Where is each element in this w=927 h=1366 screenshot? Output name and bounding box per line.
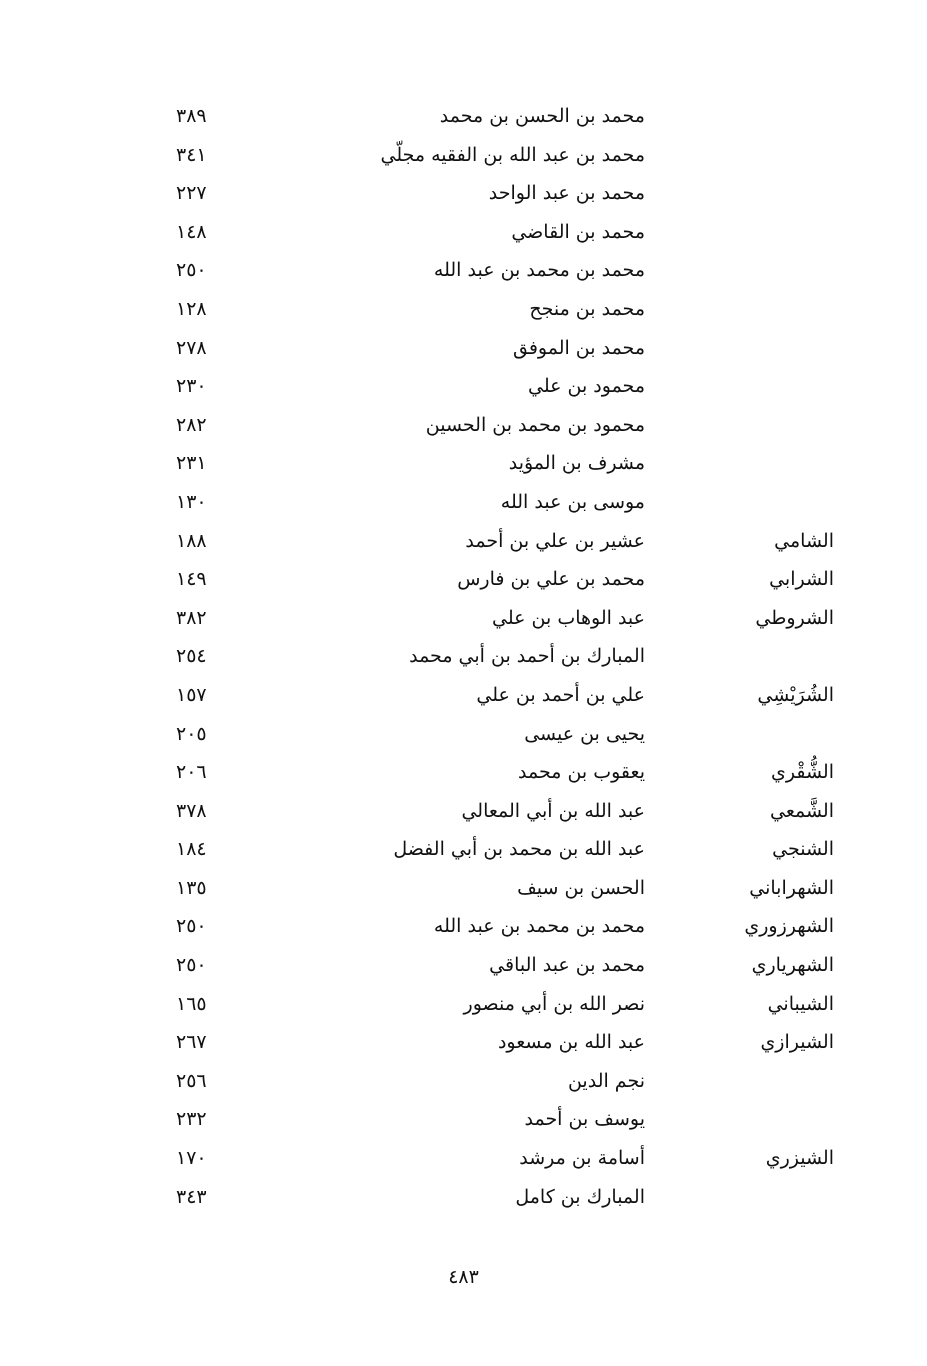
index-entry: [0, 526, 927, 565]
entry-person-name: محمد بن عبد الباقي: [489, 954, 645, 977]
entry-nisba: الشَّمعي: [769, 799, 834, 822]
name-index-list: [0, 101, 927, 1220]
entry-page-reference: ٢٥٠: [176, 259, 207, 282]
index-entry: [0, 873, 927, 912]
entry-page-reference: ١٦٥: [176, 992, 207, 1015]
index-entry: [0, 834, 927, 873]
entry-page-reference: ٢٣١: [176, 452, 207, 475]
index-entry: [0, 140, 927, 179]
entry-person-name: محمد بن عبد الواحد: [488, 182, 645, 205]
entry-person-name: محمد بن منجح: [529, 297, 645, 320]
entry-page-reference: ٢٠٦: [176, 761, 207, 784]
index-entry: [0, 371, 927, 410]
entry-page-reference: ١٧٠: [176, 1147, 207, 1170]
index-entry: [0, 333, 927, 372]
index-entry: [0, 1066, 927, 1105]
index-entry: [0, 564, 927, 603]
entry-person-name: نصر الله بن أبي منصور: [463, 992, 645, 1015]
entry-person-name: محمد بن محمد بن عبد الله: [433, 915, 645, 938]
index-entry: [0, 757, 927, 796]
entry-person-name: عبد الله بن أبي المعالي: [461, 799, 645, 822]
entry-page-reference: ١٣٠: [176, 490, 207, 513]
entry-person-name: محمد بن علي بن فارس: [457, 568, 645, 591]
entry-person-name: المبارك بن أحمد بن أبي محمد: [409, 645, 645, 668]
entry-nisba: الشهرزوري: [744, 915, 834, 938]
entry-person-name: عشير بن علي بن أحمد: [465, 529, 645, 552]
entry-person-name: محمود بن محمد بن الحسين: [425, 413, 645, 436]
index-entry: [0, 641, 927, 680]
entry-page-reference: ٢٢٧: [176, 182, 207, 205]
index-entry: [0, 1143, 927, 1182]
entry-page-reference: ٢٦٧: [176, 1031, 207, 1054]
entry-person-name: محمد بن القاضي: [511, 220, 645, 243]
entry-nisba: الشامي: [774, 529, 834, 552]
index-entry: [0, 1104, 927, 1143]
entry-person-name: أسامة بن مرشد: [519, 1147, 645, 1170]
entry-person-name: نجم الدين: [567, 1069, 645, 1092]
entry-page-reference: ١٨٨: [176, 529, 207, 552]
entry-nisba: الشيباني: [767, 992, 834, 1015]
entry-person-name: يوسف بن أحمد: [524, 1108, 645, 1131]
index-entry: [0, 1027, 927, 1066]
entry-person-name: عبد الوهاب بن علي: [492, 606, 645, 629]
entry-person-name: محمد بن عبد الله بن الفقيه مجلّي: [380, 143, 645, 166]
entry-page-reference: ٣٨٩: [176, 105, 207, 127]
entry-person-name: مشرف بن المؤيد: [508, 452, 645, 475]
entry-nisba: الشهرياري: [751, 954, 834, 977]
entry-page-reference: ٣٧٨: [176, 799, 207, 822]
entry-page-reference: ١٤٩: [176, 568, 207, 591]
index-entry: [0, 410, 927, 449]
entry-nisba: الشُّقْري: [771, 761, 834, 784]
entry-nisba: الشروطي: [755, 606, 834, 629]
index-entry: [0, 1182, 927, 1221]
index-entry: [0, 487, 927, 526]
entry-person-name: يحيى بن عيسى: [524, 722, 645, 745]
entry-page-reference: ٢٥٠: [176, 915, 207, 938]
index-entry: [0, 911, 927, 950]
entry-page-reference: ٢٣٢: [176, 1108, 207, 1131]
index-entry: [0, 178, 927, 217]
entry-person-name: محمد بن الحسن بن محمد: [439, 105, 645, 127]
entry-nisba: الشنجي: [772, 838, 834, 861]
entry-page-reference: ٢٠٥: [176, 722, 207, 745]
index-entry: [0, 294, 927, 333]
page-number: ٤٨٣: [448, 1266, 479, 1288]
entry-page-reference: ١٤٨: [176, 220, 207, 243]
index-entry: [0, 448, 927, 487]
entry-nisba: الشرابي: [769, 568, 834, 591]
entry-page-reference: ٢٥٠: [176, 954, 207, 977]
entry-page-reference: ٣٤١: [176, 143, 207, 166]
entry-person-name: محمد بن محمد بن عبد الله: [433, 259, 645, 282]
entry-person-name: الحسن بن سيف: [517, 876, 645, 899]
index-entry: [0, 217, 927, 256]
entry-page-reference: ١٣٥: [176, 876, 207, 899]
entry-page-reference: ٣٨٢: [176, 606, 207, 629]
index-entry: [0, 719, 927, 758]
index-entry: [0, 989, 927, 1028]
entry-person-name: محمد بن الموفق: [512, 336, 645, 359]
entry-person-name: عبد الله بن محمد بن أبي الفضل: [393, 838, 645, 861]
index-entry: [0, 101, 927, 140]
entry-page-reference: ١٨٤: [176, 838, 207, 861]
entry-nisba: الشهراباني: [749, 876, 834, 899]
entry-page-reference: ٢٧٨: [176, 336, 207, 359]
entry-person-name: محمود بن علي: [528, 375, 645, 398]
index-entry: [0, 255, 927, 294]
entry-nisba: الشيرازي: [760, 1031, 834, 1054]
index-entry: [0, 680, 927, 719]
entry-page-reference: ٢٨٢: [176, 413, 207, 436]
entry-person-name: علي بن أحمد بن علي: [476, 683, 645, 706]
entry-nisba: الشُرَيْشِي: [757, 683, 834, 706]
entry-nisba: الشيزري: [765, 1147, 834, 1170]
entry-page-reference: ١٥٧: [176, 683, 207, 706]
index-entry: [0, 603, 927, 642]
entry-person-name: عبد الله بن مسعود: [497, 1031, 645, 1054]
entry-page-reference: ٢٥٦: [176, 1069, 207, 1092]
index-entry: [0, 950, 927, 989]
entry-page-reference: ٢٥٤: [176, 645, 207, 668]
entry-person-name: يعقوب بن محمد: [518, 761, 645, 784]
entry-page-reference: ٣٤٣: [176, 1185, 207, 1208]
entry-person-name: المبارك بن كامل: [515, 1185, 645, 1208]
entry-page-reference: ١٢٨: [176, 297, 207, 320]
index-entry: [0, 796, 927, 835]
entry-person-name: موسى بن عبد الله: [500, 490, 645, 513]
entry-page-reference: ٢٣٠: [176, 375, 207, 398]
